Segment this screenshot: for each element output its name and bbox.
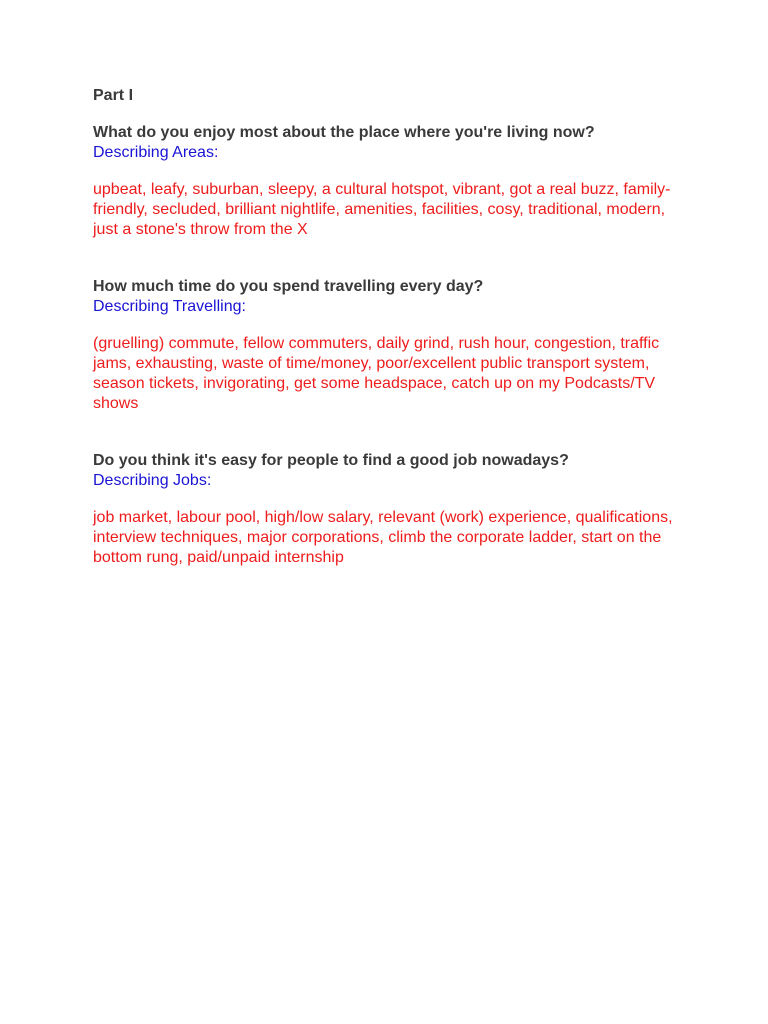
question-heading: Do you think it's easy for people to find a good job nowadays? [93,452,569,469]
vocabulary-list: job market, labour pool, high/low salary, relevant (work) experience, qualifications, interview techniques, major corporations, climb the corporate ladder, start on the bottom rung, paid/unpaid internship [93,509,673,566]
category-label: Describing Areas: [93,144,219,161]
section-jobs [93,451,683,568]
question-heading: What do you enjoy most about the place where you're living now? [93,124,595,141]
vocabulary-list: upbeat, leafy, suburban, sleepy, a cultural hotspot, vibrant, got a real buzz, family-friendly, secluded, brilliant nightlife, amenities, facilities, cosy, traditional, modern, just a stone's throw from the X [93,181,671,238]
document-page [93,86,683,568]
category-label: Describing Travelling: [93,298,246,315]
part-title: Part I [93,87,134,104]
section-areas [93,123,683,240]
category-label: Describing Jobs: [93,472,212,489]
section-travelling [93,277,683,414]
vocabulary-list: (gruelling) commute, fellow commuters, daily grind, rush hour, congestion, traffic jams, exhausting, waste of time/money, poor/excellent public transport system, season tickets, invigorating, get some headspace, catch up on my Podcasts/TV shows [93,335,660,412]
question-heading: How much time do you spend travelling every day? [93,278,484,295]
